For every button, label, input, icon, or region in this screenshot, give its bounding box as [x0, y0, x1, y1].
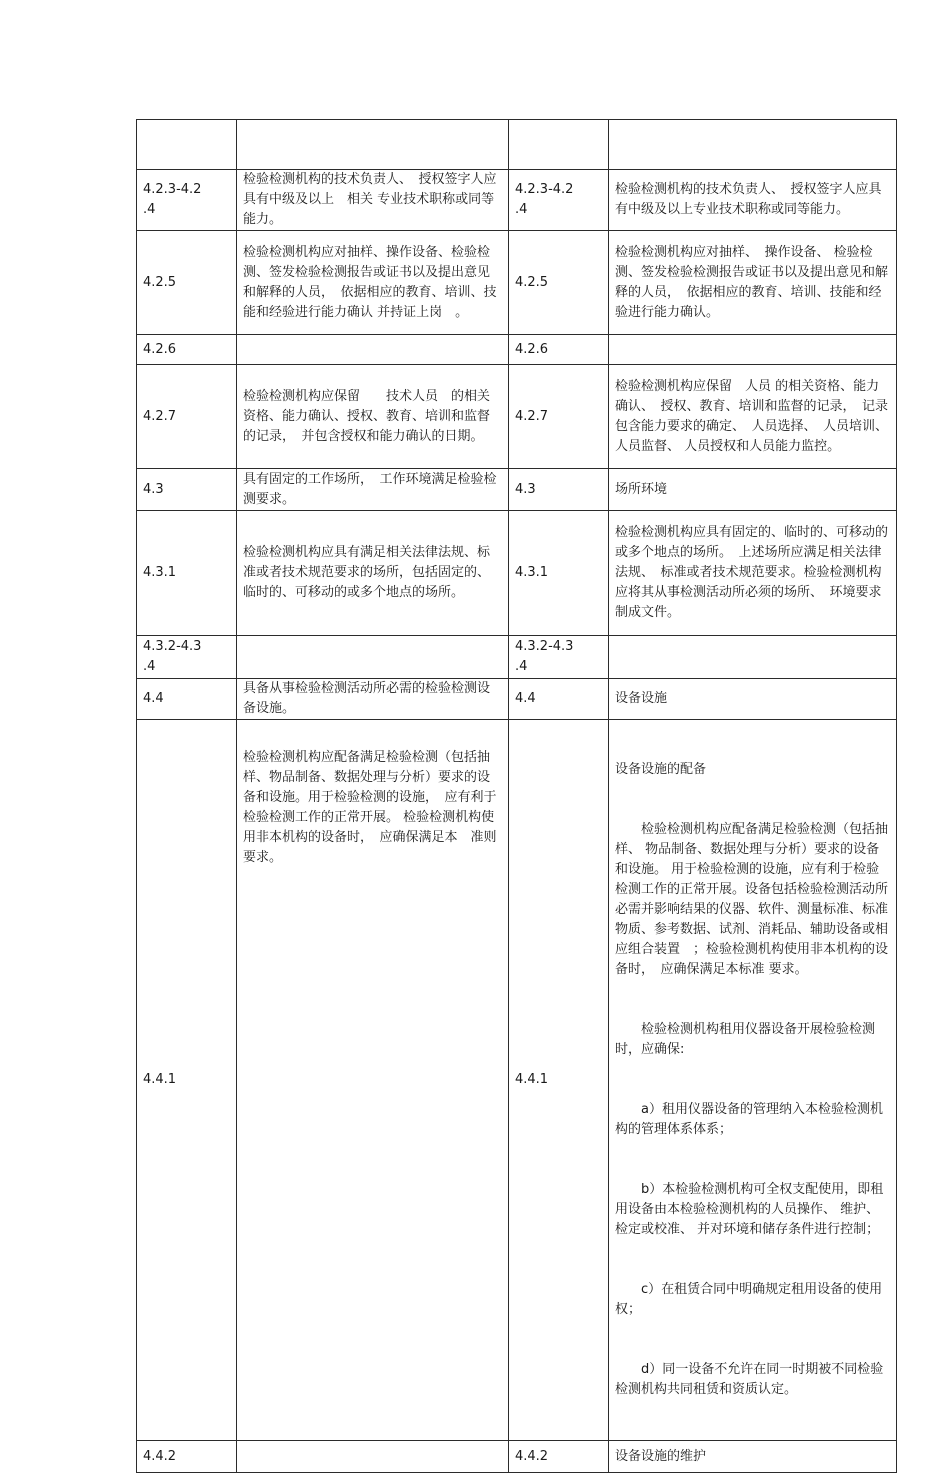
clause-number-old: 4.3.1	[137, 511, 237, 636]
clause-text-old: 具备从事检验检测活动所必需的检验检测设备设施。	[237, 679, 509, 720]
clause-number-new: 4.2.3-4.2 .4	[509, 170, 609, 231]
clause-text-old	[237, 636, 509, 679]
clause-text-new	[609, 636, 897, 679]
clause-number-old: 4.4.1	[137, 720, 237, 1441]
clause-number-new: 4.2.5	[509, 231, 609, 335]
table-row	[137, 679, 897, 720]
clause-number-new: 4.3	[509, 469, 609, 511]
clause-text-old	[237, 720, 509, 1441]
clause-text-new-paragraph: d）同一设备不允许在同一时期被不同检验检测机构共同租赁和资质认定。	[615, 1362, 884, 1397]
clause-text-new	[609, 335, 897, 365]
table-row	[137, 511, 897, 636]
table-row	[137, 636, 897, 679]
clause-text-new: 检验检测机构应具有固定的、临时的、可移动的或多个地点的场所。 上述场所应满足相关法律法规、 标准或者技术规范要求。检验检测机构应将其从事检测活动所必须的场所、 环境要求制成文件。	[609, 511, 897, 636]
clause-text-new: 设备设施	[609, 679, 897, 720]
clause-text-new: 检验检测机构应对抽样、 操作设备、 检验检测、签发检验检测报告或证书以及提出意见和解释的人员， 依据相应的教育、培训、技能和经验进行能力确认。	[609, 231, 897, 335]
clause-number-old: 4.2.6	[137, 335, 237, 365]
table-row	[137, 469, 897, 511]
clause-number-old: 4.3	[137, 469, 237, 511]
comparison-table	[136, 119, 897, 1473]
clause-number-new: 4.2.6	[509, 335, 609, 365]
table-row	[137, 1441, 897, 1473]
clause-text-old-body: 检验检测机构应配备满足检验检测（包括抽样、物品制备、数据处理与分析）要求的设备和设施。用于检验检测的设施， 应有利于检验检测工作的正常开展。 检验检测机构使用非本机构的设备时， 应确保满足本 准则 要求。	[243, 750, 501, 865]
clause-number-new	[509, 120, 609, 170]
clause-text-new: 检验检测机构应保留 人员 的相关资格、能力确认、 授权、教育、培训和监督的记录， 记录包含能力要求的确定、 人员选择、 人员培训、 人员监督、 人员授权和人员能力监控。	[609, 365, 897, 469]
clause-text-new: 场所环境	[609, 469, 897, 511]
clause-number-new: 4.3.2-4.3 .4	[509, 636, 609, 679]
clause-text-new: 设备设施的维护	[609, 1441, 897, 1473]
clause-number-old: 4.3.2-4.3 .4	[137, 636, 237, 679]
table-row	[137, 365, 897, 469]
clause-text-old: 具有固定的工作场所， 工作环境满足检验检测要求。	[237, 469, 509, 511]
clause-text-new	[609, 120, 897, 170]
clause-number-old: 4.4.2	[137, 1441, 237, 1473]
table-row	[137, 720, 897, 1441]
clause-text-old: 检验检测机构应对抽样、操作设备、检验检测、签发检验检测报告或证书以及提出意见和解释的人员， 依据相应的教育、培训、技能和经验进行能力确认 并持证上岗 。	[237, 231, 509, 335]
clause-number-new: 4.3.1	[509, 511, 609, 636]
clause-number-new: 4.4.2	[509, 1441, 609, 1473]
clause-text-old: 检验检测机构应保留 技术人员 的相关资格、能力确认、授权、教育、培训和监督的记录， 并包含授权和能力确认的日期。	[237, 365, 509, 469]
clause-number-old	[137, 120, 237, 170]
table-row	[137, 231, 897, 335]
clause-number-old: 4.4	[137, 679, 237, 720]
clause-text-new-paragraph: a）租用仪器设备的管理纳入本检验检测机构的管理体系体系；	[615, 1102, 883, 1137]
clause-number-old: 4.2.5	[137, 231, 237, 335]
clause-number-new: 4.2.7	[509, 365, 609, 469]
clause-text-old	[237, 1441, 509, 1473]
table-row	[137, 335, 897, 365]
clause-text-new-paragraph: c）在租赁合同中明确规定租用设备的使用权；	[615, 1282, 883, 1317]
clause-text-new-paragraph: 检验检测机构应配备满足检验检测（包括抽样、 物品制备、数据处理与分析）要求的设备和设施。 用于检验检测的设施，应有利于检验检测工作的正常开展。设备包括检验检测活动所必需并影响结果的仪器、软件、测量标准、标准物质、参考数据、试剂、消耗品、辅助设备或相应组合装置 ；检验检测机构使用非本机构的设备时， 应确保满足本标准 要求。	[615, 822, 889, 977]
clause-text-old	[237, 120, 509, 170]
table-row	[137, 120, 897, 170]
clause-number-old: 4.2.3-4.2 .4	[137, 170, 237, 231]
clause-text-old: 检验检测机构的技术负责人、 授权签字人应具有中级及以上 相关 专业技术职称或同等能力。	[237, 170, 509, 231]
clause-text-new: 检验检测机构的技术负责人、 授权签字人应具有中级及以上专业技术职称或同等能力。	[609, 170, 897, 231]
clause-number-new: 4.4.1	[509, 720, 609, 1441]
clause-text-new	[609, 720, 897, 1441]
clause-number-old: 4.2.7	[137, 365, 237, 469]
clause-text-new-paragraph: b）本检验检测机构可全权支配使用，即租用设备由本检验检测机构的人员操作、 维护、检定或校准、 并对环境和储存条件进行控制；	[615, 1182, 884, 1237]
clause-text-new-paragraph: 检验检测机构租用仪器设备开展检验检测时，应确保:	[615, 1022, 876, 1057]
clause-text-new-title: 设备设施的配备	[615, 762, 707, 777]
clause-text-old: 检验检测机构应具有满足相关法律法规、标准或者技术规范要求的场所，包括固定的、临时的、可移动的或多个地点的场所。	[237, 511, 509, 636]
table-row	[137, 170, 897, 231]
clause-number-new: 4.4	[509, 679, 609, 720]
clause-text-old	[237, 335, 509, 365]
